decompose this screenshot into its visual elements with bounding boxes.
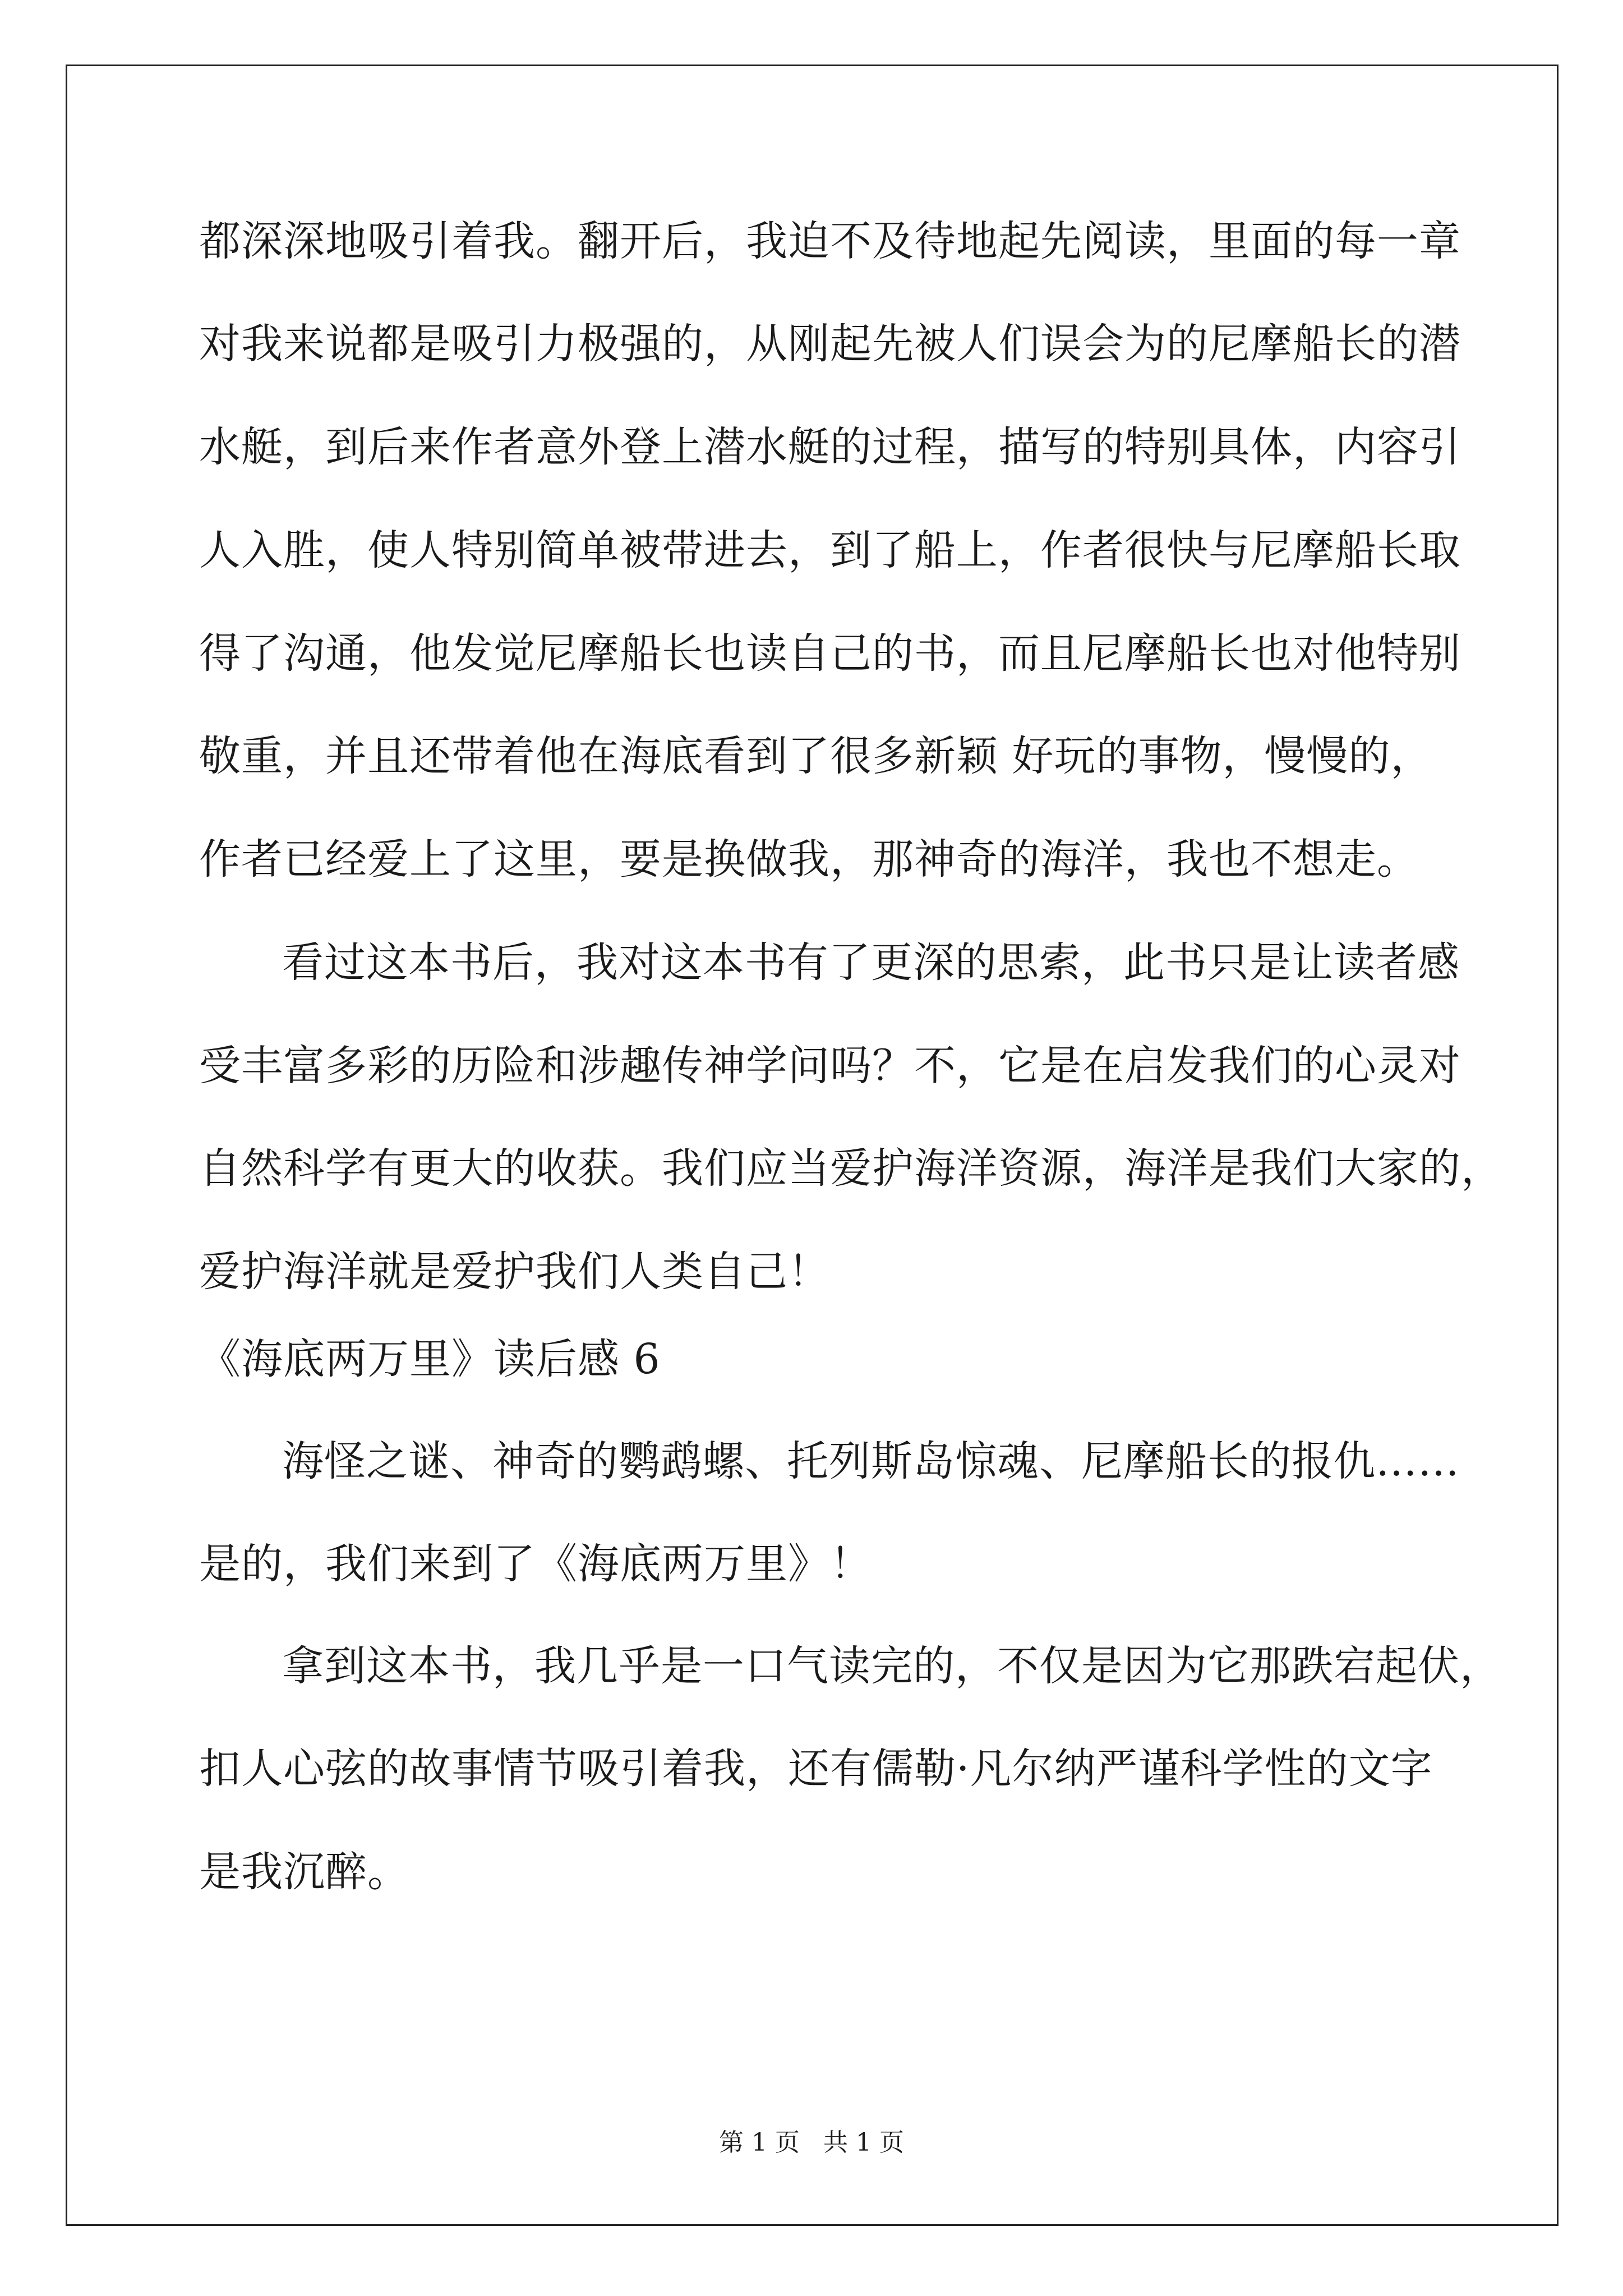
section-heading: 《海底两万里》读后感 6 bbox=[199, 1335, 661, 1383]
body-line-5: 得了沟通，他发觉尼摩船长也读自己的书，而且尼摩船长也对他特别 bbox=[199, 629, 1461, 678]
body-line-10: 自然科学有更大的收获。我们应当爱护海洋资源，海洋是我们大家的， bbox=[199, 1144, 1503, 1193]
body-line-3: 水艇，到后来作者意外登上潜水艇的过程，描写的特别具体，内容引 bbox=[199, 423, 1461, 471]
body-line-17: 是我沉醉。 bbox=[199, 1848, 409, 1896]
body-line-4: 人入胜，使人特别简单被带进去，到了船上，作者很快与尼摩船长取 bbox=[199, 526, 1461, 574]
paragraph-start-line: 拿到这本书，我几乎是一口气读完的，不仅是因为它那跌宕起伏， bbox=[282, 1642, 1502, 1690]
page-number-footer: 第 1 页 共 1 页 bbox=[719, 2128, 904, 2157]
body-line-7: 作者已经爱上了这里，要是换做我，那神奇的海洋，我也不想走。 bbox=[199, 835, 1419, 884]
body-line-11: 爱护海洋就是爱护我们人类自己！ bbox=[199, 1248, 830, 1296]
body-line-16: 扣人心弦的故事情节吸引着我，还有儒勒·凡尔纳严谨科学性的文字 bbox=[199, 1745, 1433, 1793]
body-line-2: 对我来说都是吸引力极强的，从刚起先被人们误会为的尼摩船长的潜 bbox=[199, 320, 1461, 368]
paragraph-start-line: 看过这本书后，我对这本书有了更深的思索，此书只是让读者感 bbox=[282, 938, 1460, 987]
body-line-14: 是的，我们来到了《海底两万里》！ bbox=[199, 1540, 872, 1588]
body-line-6: 敬重，并且还带着他在海底看到了很多新颖 好玩的事物，慢慢的， bbox=[199, 732, 1433, 780]
body-line-9: 受丰富多彩的历险和涉趣传神学问吗？不，它是在启发我们的心灵对 bbox=[199, 1042, 1461, 1090]
body-line-1: 都深深地吸引着我。翻开后，我迫不及待地起先阅读，里面的每一章 bbox=[199, 217, 1461, 265]
paragraph-start-line: 海怪之谜、神奇的鹦鹉螺、托列斯岛惊魂、尼摩船长的报仇…… bbox=[282, 1437, 1460, 1485]
